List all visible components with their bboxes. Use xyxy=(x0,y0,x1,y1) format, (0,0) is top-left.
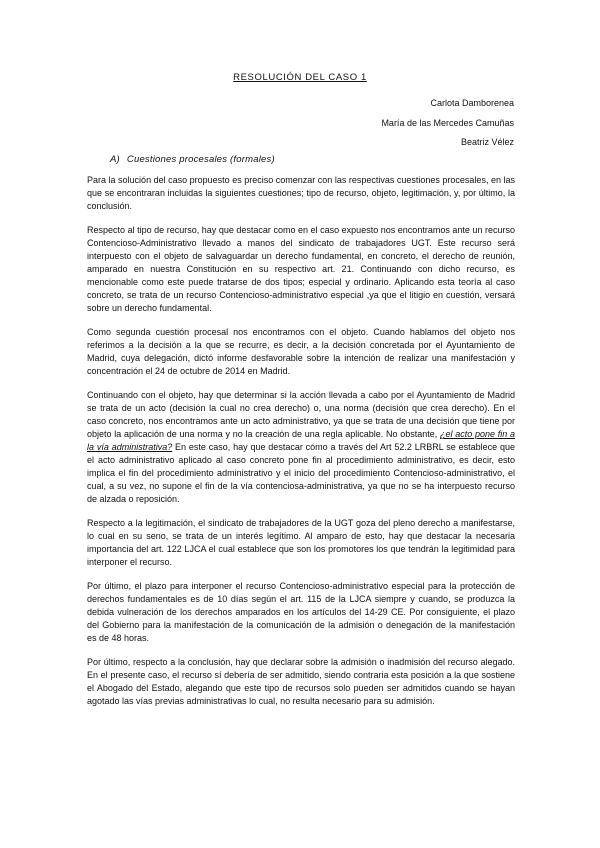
paragraph-tipo-de-recurso: Respecto al tipo de recurso, hay que destacar como en el caso expuesto nos encontramos ante un recurso Contencioso-Administrativo llevado a manos del sindicato de trabajadores UGT. Este recurso será interpuesto con el objeto de salvaguardar un derecho fundamental, en concreto, el derecho de reunión, amparado en nuestra Constitución en su respectivo art. 21. Continuando con dicho recurso, es mencionable como este puede tratarse de dos tipos; especial y ordinario. Aplicando esta teoría al caso concreto, se trata de un recurso Contencioso-administrativo especial ,ya que el litigio en cuestión, versará sobre un derecho fundamental. xyxy=(87,225,515,313)
paragraph-text-after: En este caso, hay que destacar cómo a través del Art 52.2 LRBRL se establece que el acto administrativo aplicado al caso concreto pone fin al procedimiento administrativo, es decir, esto implica el fin del procedimiento administrativo y el inicio del procedimiento Contencioso-administrativo, el cual, a su vez, no supone el fin de la vía contenciosa-administrativa, ya que no se ha interpuesto recurso de alzada o reposición. xyxy=(87,442,515,504)
section-title: Cuestiones procesales (formales) xyxy=(126,154,275,165)
paragraph-legitimacion: Respecto a la legitimación, el sindicato de trabajadores de la UGT goza del pleno derecho a manifestarse, lo cual en su seno, se trata de un interés legítimo. Al amparo de esto, hay que destacar la necesaria importancia del art. 122 LJCA el cual establece que son los promotores los que tendrán la legitimidad para interponer el recurso. xyxy=(87,518,515,567)
document-title: RESOLUCIÓN DEL CASO 1 xyxy=(233,72,367,83)
section-heading xyxy=(110,154,275,165)
paragraph-text-before: Continuando con el objeto, hay que determinar si la acción llevada a cabo por el Ayuntamiento de Madrid se trata de un acto (decisión la cual no crea derecho) o, una norma (decisión que crea derecho). En el caso concreto, nos encontramos ante un acto administrativo, ya que se trata de una decisión que tiene por objeto la aplicación de una norma y no la creación de una regla aplicable. No obstante, xyxy=(87,390,515,439)
paragraph-objeto-continuacion xyxy=(87,389,515,506)
paragraph-objeto: Como segunda cuestión procesal nos encontramos con el objeto. Cuando hablamos del objeto nos referimos a la decisión a la que se recurre, es decir, a la decisión concretada por el Ayuntamiento de Madrid, cuya delegación, dictó informe desfavorable sobre la intención de realizar una manifestación y concentración el 24 de octubre de 2014 en Madrid. xyxy=(87,327,515,376)
paragraph-introduction: Para la solución del caso propuesto es preciso comenzar con las respectivas cuestiones procesales, en las que se encontraran incluidas la siguientes cuestiones; tipo de recurso, objeto, legitimación, y, por último, la conclusión. xyxy=(87,175,515,211)
author-1: Carlota Damborenea xyxy=(430,98,514,108)
author-2: María de las Mercedes Camuñas xyxy=(381,118,514,128)
section-label: A) xyxy=(110,154,120,165)
paragraph-plazo: Por último, el plazo para interponer el recurso Contencioso-administrativo especial para la protección de derechos fundamentales es de 10 días según el art. 115 de la LJCA siempre y cuando, se produzca la debida vulneración de los derechos amparados en los artículos del 14-29 CE. Por consiguiente, el plazo del Gobierno para la manifestación de la comunicación de la admisión o denegación de la manifestación es de 48 horas. xyxy=(87,581,515,643)
author-3: Beatriz Vélez xyxy=(460,137,514,147)
paragraph-conclusion: Por último, respecto a la conclusión, hay que declarar sobre la admisión o inadmisión del recurso alegado. En el presente caso, el recurso sí debería de ser admitido, siendo contraria esta posición a la que sostiene el Abogado del Estado, alegando que este tipo de recursos solo pueden ser admitidos cuando se hayan agotado las vías previas administrativas lo cual, no resulta necesario para su admisión. xyxy=(87,657,515,706)
document-body xyxy=(87,174,515,719)
paragraph-emphasis-question: ¿el acto pone fin a la vía administrativa? xyxy=(87,429,515,452)
